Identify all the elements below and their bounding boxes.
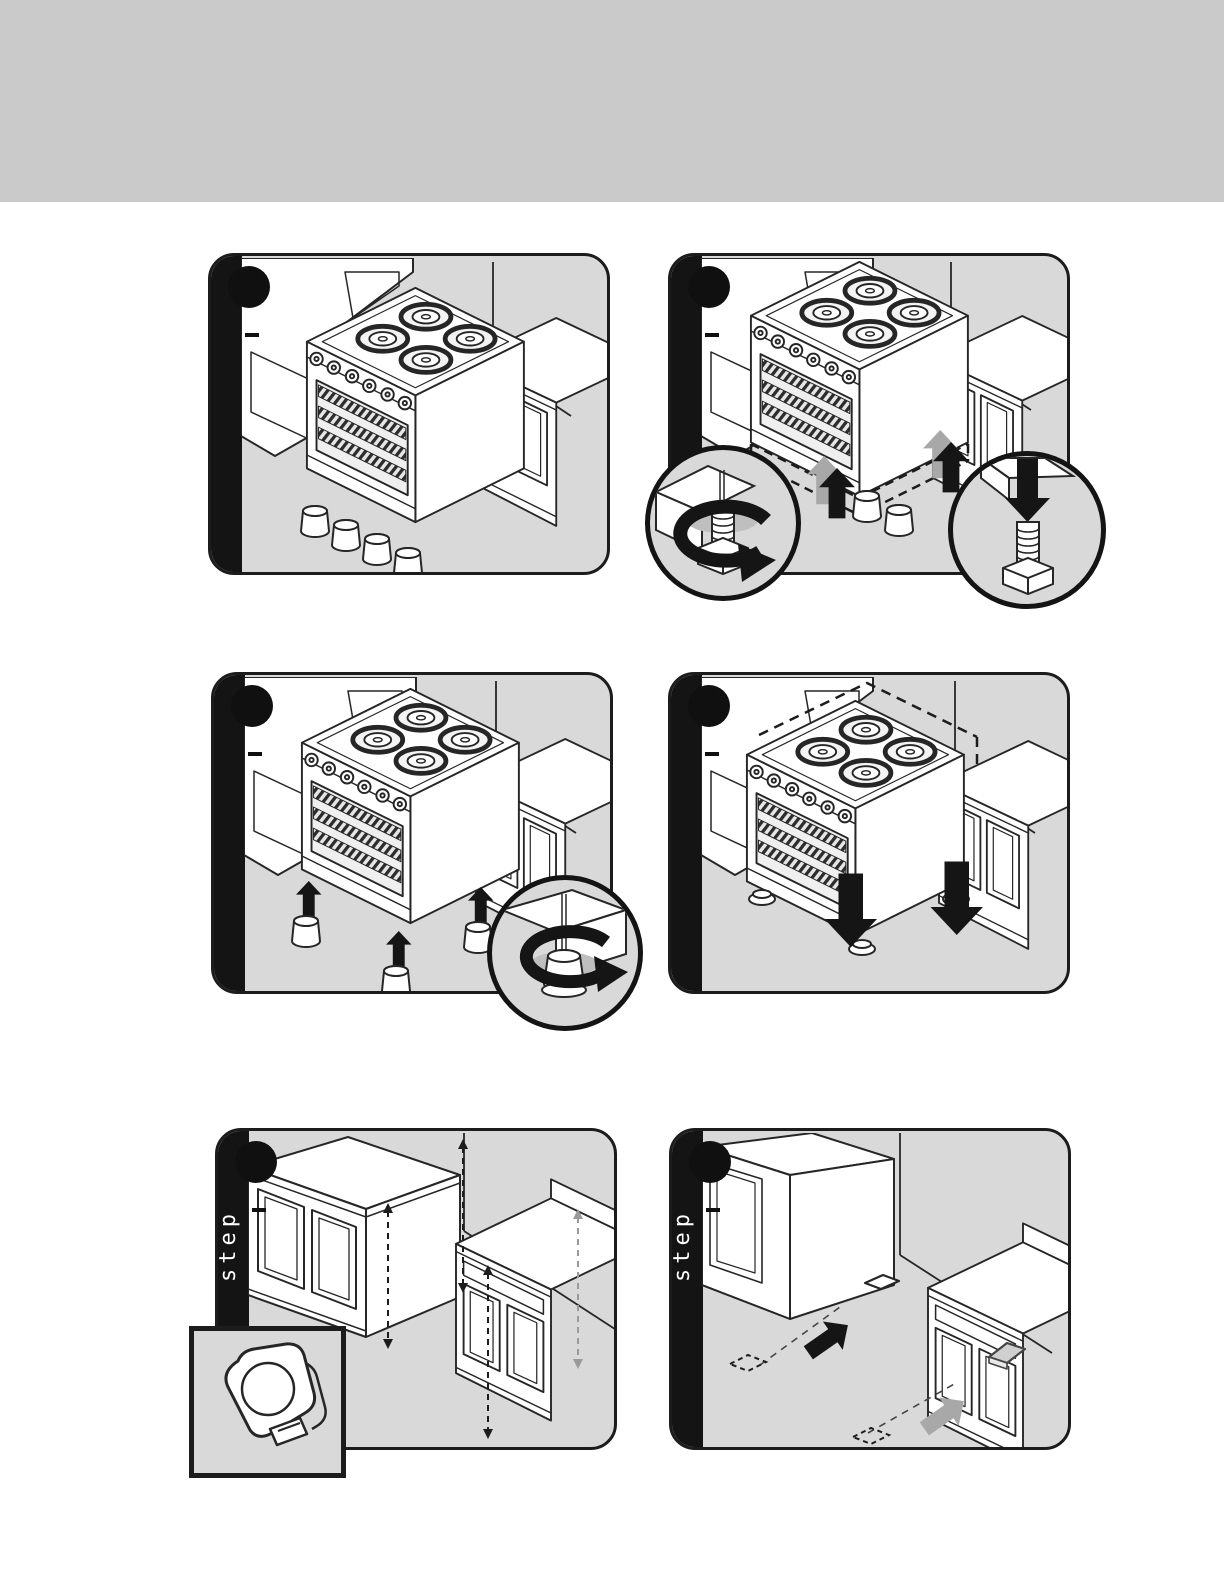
step-label bbox=[669, 313, 699, 429]
step-label-dash bbox=[705, 752, 719, 756]
panel-frame bbox=[668, 672, 1070, 994]
push-arrow bbox=[798, 1311, 857, 1367]
panel-frame bbox=[669, 1128, 1071, 1450]
tape-measure-inset bbox=[189, 1326, 346, 1478]
step-panel-2 bbox=[668, 253, 1070, 575]
up-arrow bbox=[386, 931, 412, 967]
step-number-badge bbox=[688, 685, 730, 727]
step-label-dash bbox=[706, 1208, 720, 1212]
step-number-badge bbox=[231, 685, 273, 727]
step-label bbox=[212, 732, 242, 848]
step-label bbox=[669, 732, 699, 848]
step-panel-4 bbox=[668, 672, 1070, 994]
panel-frame bbox=[208, 253, 610, 575]
bolt-down-arrow-icon bbox=[953, 456, 1101, 604]
tape-measure-icon bbox=[194, 1331, 341, 1473]
step-label-dash bbox=[252, 1208, 266, 1212]
place-spacers-illustration bbox=[702, 1133, 1071, 1449]
rotate-leg-detail-inset bbox=[487, 875, 643, 1031]
step-number-badge bbox=[228, 266, 270, 308]
step-panel-3 bbox=[211, 672, 613, 994]
step-label bbox=[209, 313, 239, 429]
step-panel-5 bbox=[215, 1128, 617, 1450]
leg-rotation-icon bbox=[492, 880, 638, 1026]
step-label-dash bbox=[248, 752, 262, 756]
range-with-detached-legs-illustration bbox=[241, 258, 610, 574]
bolt-rotation-icon bbox=[650, 450, 796, 596]
step-panel-1 bbox=[208, 253, 610, 575]
page-header-band bbox=[0, 0, 1224, 202]
step-number-badge bbox=[235, 1141, 277, 1183]
step-panel-6 bbox=[669, 1128, 1071, 1450]
step-number-badge bbox=[689, 1141, 731, 1183]
step-label-dash bbox=[705, 333, 719, 337]
press-bolt-detail-inset bbox=[948, 451, 1106, 609]
up-arrow bbox=[296, 881, 322, 917]
step-label-dash bbox=[245, 333, 259, 337]
step-label: step bbox=[670, 1209, 695, 1283]
step-number-badge bbox=[688, 266, 730, 308]
slide-range-into-place-illustration bbox=[701, 677, 1070, 993]
rotate-bolt-detail-inset bbox=[645, 445, 801, 601]
step-label: step bbox=[216, 1209, 241, 1283]
